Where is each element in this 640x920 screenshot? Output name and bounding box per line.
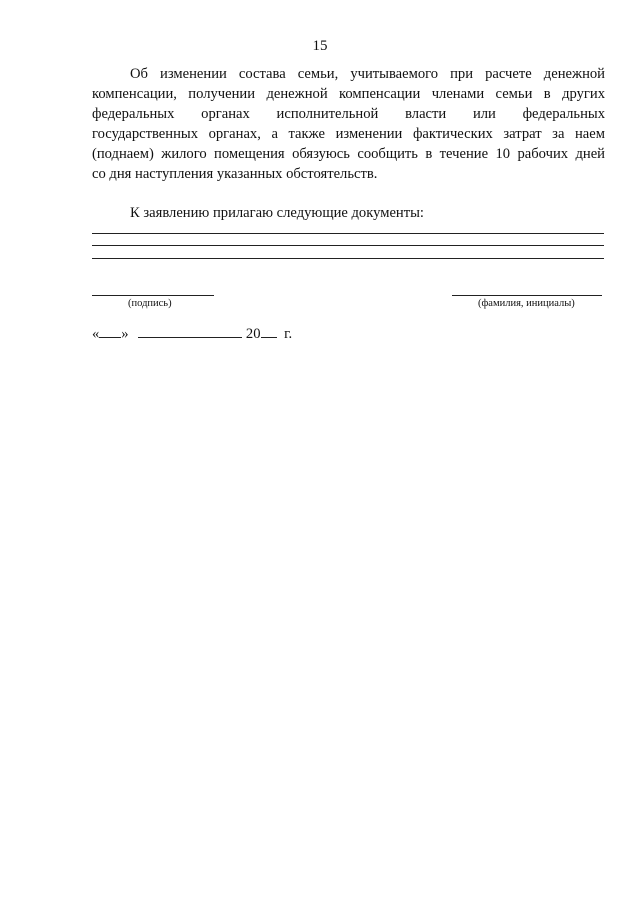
date-open-quote: « [92,326,100,342]
obligation-paragraph [92,64,605,184]
day-blank[interactable] [99,323,121,338]
month-blank[interactable] [138,323,242,338]
signature-line[interactable] [92,295,214,296]
attachments-label: К заявлению прилагаю следующие документы: [130,205,424,221]
attachments-blank-line[interactable] [92,233,604,234]
paragraph-line: (поднаем) жилого помещения обязуюсь сообщить в течение 10 рабочих дней [92,146,605,162]
paragraph-line: со дня наступления указанных обстоятельств. [92,166,378,182]
full-name-line[interactable] [452,295,602,296]
date-close-quote: » [121,326,129,342]
year-suffix: г. [284,326,293,342]
paragraph-line: федеральных органах исполнительной власти или федеральных [92,106,605,122]
full-name-caption: (фамилия, инициалы) [478,298,575,309]
attachments-blank-line[interactable] [92,258,604,259]
year-prefix: 20 [245,326,261,342]
paragraph-line: Об изменении состава семьи, учитываемого при расчете денежной [130,66,605,82]
signature-caption: (подпись) [128,298,172,309]
date-row [92,323,292,343]
attachments-blank-line[interactable] [92,245,604,246]
page-number: 15 [312,38,328,54]
year-blank[interactable] [261,323,277,338]
paragraph-line: государственных органах, а также изменении фактических затрат за наем [92,126,605,142]
paragraph-line: компенсации, получении денежной компенсации членами семьи в других [92,86,605,102]
